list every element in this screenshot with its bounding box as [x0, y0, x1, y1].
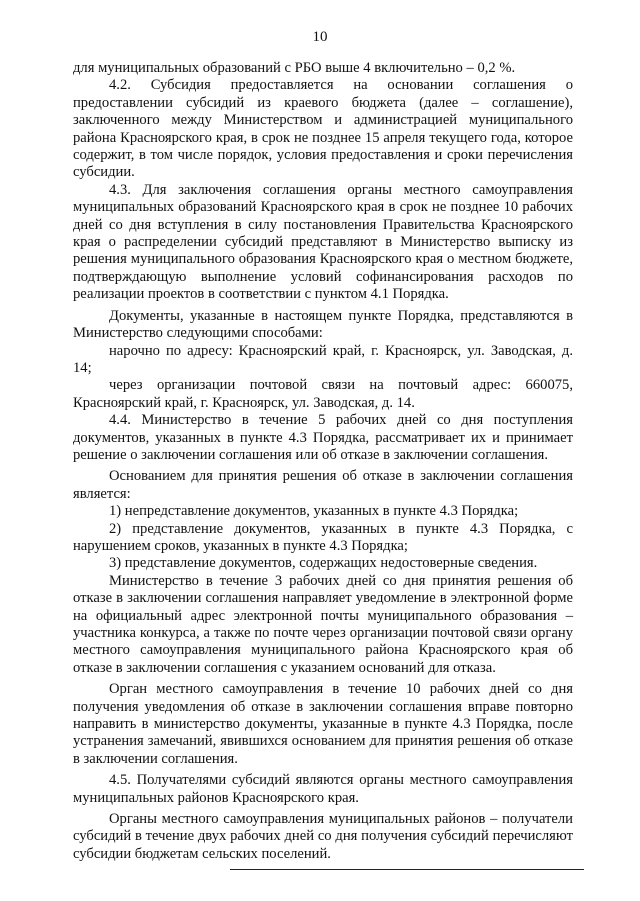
- footer-divider: [230, 869, 584, 870]
- paragraph-4-2: 4.2. Субсидия предоставляется на основании соглашения о предоставлении субсидий из краевого бюджета (далее – соглашение), заключенного между Министерством и администрацией муниципального района Красноярского края, в срок не позднее 15 апреля текущего года, которое содержит, в том числе порядок, условия предоставления и сроки перечисления субсидии.: [73, 77, 573, 181]
- paragraph-rbo-rate: для муниципальных образований с РБО выше 4 включительно – 0,2 %.: [73, 60, 516, 76]
- paragraph-delivery-by-hand: нарочно по адресу: Красноярский край, г. Красноярск, ул. Заводская, д. 14;: [73, 342, 573, 376]
- paragraph-rural-transfer: Органы местного самоуправления муниципальных районов – получатели субсидий в течение двух рабочих дней со дня получения субсидий перечисляют субсидии бюджетам сельских поселений.: [73, 811, 573, 862]
- paragraph-documents-methods: Документы, указанные в настоящем пункте Порядка, представляются в Министерство следующими способами:: [73, 307, 573, 342]
- paragraph-4-5: 4.5. Получателями субсидий являются органы местного самоуправления муниципальных районов Красноярского края.: [73, 772, 573, 806]
- paragraph-resubmission: Орган местного самоуправления в течение 10 рабочих дней со дня получения уведомления об отказе в заключении соглашения вправе повторно направить в министерство документы, указанные в пункте 4.3 Порядка, после устранения замечаний, явившихся основанием для принятия решения об отказе в заключении соглашения.: [73, 681, 573, 767]
- list-item-ground-3: 3) представление документов, содержащих недостоверные сведения.: [109, 555, 538, 572]
- page-number: 10: [312, 29, 328, 45]
- paragraph-refusal-grounds: Основанием для принятия решения об отказе в заключении соглашения является:: [73, 468, 573, 502]
- list-item-ground-2: 2) представление документов, указанных в пункте 4.3 Порядка, с нарушением сроков, указанных в пункте 4.3 Порядка;: [73, 520, 573, 554]
- paragraph-delivery-by-post: через организации почтовой связи на почтовый адрес: 660075, Красноярский край, г. Красноярск, ул. Заводская, д. 14.: [73, 377, 573, 411]
- paragraph-4-4: 4.4. Министерство в течение 5 рабочих дней со дня поступления документов, указанных в пункте 4.3 Порядка, рассматривает их и принимает решение о заключении соглашения или об отказе в заключении соглашения.: [73, 412, 573, 463]
- paragraph-refusal-notice: Министерство в течение 3 рабочих дней со дня принятия решения об отказе в заключении соглашения направляет уведомление в электронной форме на официальный адрес электронной почты муниципального образования – участника конкурса, а также по почте через организации почтовой связи органу местного самоуправления муниципального района Красноярского края об отказе в заключении соглашения с указанием оснований для отказа.: [73, 572, 573, 676]
- document-body: [73, 60, 573, 863]
- list-item-ground-1: 1) непредставление документов, указанных в пункте 4.3 Порядка;: [109, 503, 519, 520]
- paragraph-4-3: 4.3. Для заключения соглашения органы местного самоуправления муниципальных образований Красноярского края в срок не позднее 10 рабочих дней со дня вступления в силу постановления Правительства Красноярского края о распределении субсидий представляют в Министерство выписку из решения муниципального образования Красноярского края о местном бюджете, подтверждающую выполнение условий софинансирования расходов по реализации проектов в соответствии с пунктом 4.1 Порядка.: [73, 181, 573, 303]
